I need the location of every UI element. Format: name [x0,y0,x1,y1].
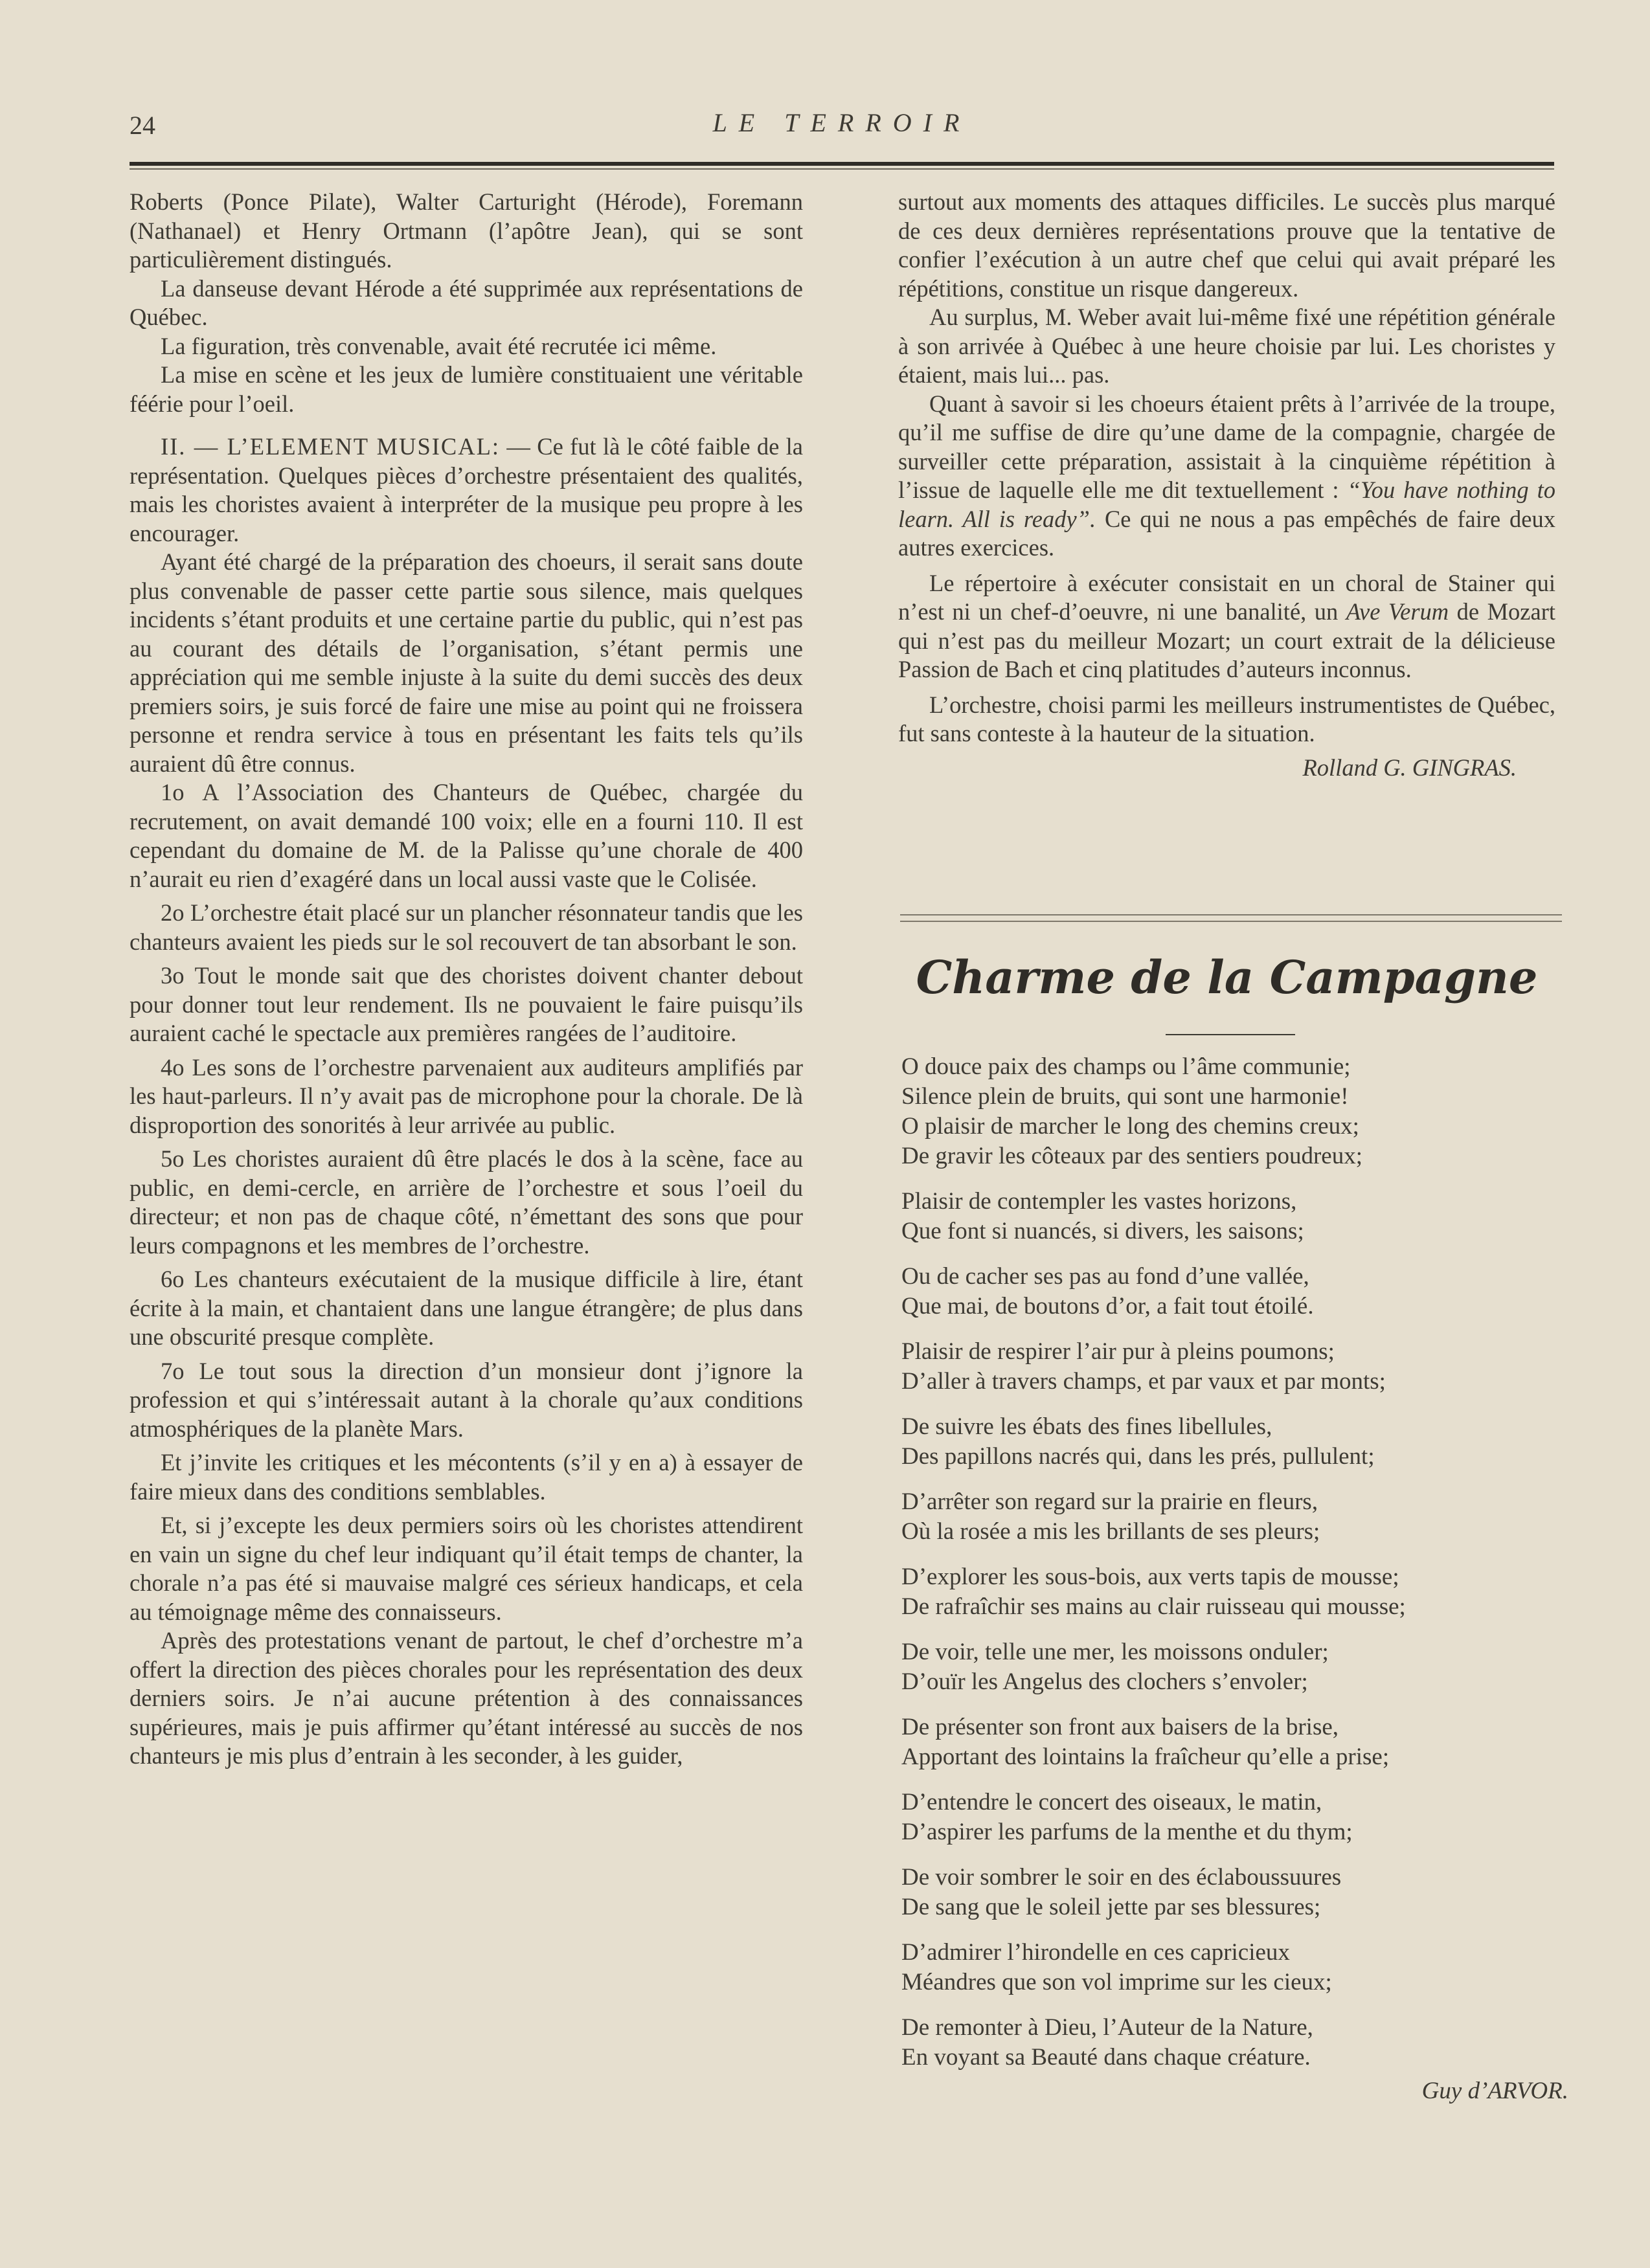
poem-line: Ou de cacher ses pas au fond d’une vallée, [901,1263,1309,1290]
poem-line: O douce paix des champs ou l’âme communie; [901,1053,1351,1080]
section-heading: II. — L’ELEMENT MUSICAL: [161,433,501,460]
poem-line: D’explorer les sous-bois, aux verts tapis de mousse; [901,1564,1399,1590]
poem-stanza [901,1938,1568,1997]
paragraph: La figuration, très convenable, avait été recrutée ici même. [161,332,717,359]
poem-stanza [901,1412,1568,1472]
poem-line: Méandres que son vol imprime sur les cieux; [901,1969,1332,1995]
poem-title-rule [1166,1034,1295,1035]
poem-line: En voyant sa Beauté dans chaque créature. [901,2044,1311,2071]
poem-line: De voir, telle une mer, les moissons onduler; [901,1639,1329,1665]
poem-body [901,1052,1568,2106]
poem-line: De suivre les ébats des fines libellules, [901,1413,1272,1440]
poem-line: Apportant des lointains la fraîcheur qu’elle a prise; [901,1744,1390,1770]
paragraph: 6o Les chanteurs exécutaient de la musique difficile à lire, étant écrite à la main, et chantaient dans une langue étrangère; de plus dans une obscurité presque complète. [130,1266,803,1350]
paragraph [898,390,1555,563]
header-rule [130,162,1554,166]
paragraph-text: — Ce fut là le côté faible de la représentation. Quelques pièces d’orchestre présentaient des qualités, mais les choristes avaient à interpréter de la musique peu propre à les encourager. [130,433,803,546]
paragraph: Et, si j’excepte les deux permiers soirs où les choristes attendirent en vain un signe du chef leur indiquant qu’il était temps de chanter, la chorale n’a pas été si mauvaise malgré ces sérieux handicaps, et cela au témoignage même des connaisseurs. [130,1512,803,1625]
paragraph-text: Ce qui ne nous a pas empêchés de faire deux autres exercices. [898,505,1555,561]
poem-line: De rafraîchir ses mains au clair ruisseau qui mousse; [901,1593,1406,1620]
poem-stanza [901,1712,1568,1772]
section-divider-thin [900,921,1562,922]
poem-stanza [901,1562,1568,1622]
poem-title: Charme de la Campagne [916,950,1538,1004]
work-title: Ave Verum [1346,598,1449,625]
poem-line: Où la rosée a mis les brillants de ses pleurs; [901,1518,1320,1545]
poem-stanza [901,1637,1568,1697]
poem-line: Plaisir de contempler les vastes horizons, [901,1188,1297,1215]
poem-signature: Guy d’ARVOR. [1421,2078,1568,2104]
journal-title: LE TERROIR [712,108,971,137]
section-paragraph [130,432,803,548]
poem-stanza [901,2013,1568,2072]
poem-line: De remonter à Dieu, l’Auteur de la Nature, [901,2014,1313,2041]
quoted-phrase: “You have nothing to learn. All is ready”. [898,477,1555,532]
poem-line: De présenter son front aux baisers de la brise, [901,1714,1339,1740]
left-column [130,188,803,1771]
poem-stanzas [901,1052,1568,2072]
poem-stanza [901,1487,1568,1547]
poem-line: D’aspirer les parfums de la menthe et du thym; [901,1819,1353,1845]
poem-line: Silence plein de bruits, qui sont une harmonie! [901,1083,1349,1110]
poem-line: Des papillons nacrés qui, dans les prés, pullulent; [901,1443,1375,1470]
poem-line: D’admirer l’hirondelle en ces capricieux [901,1939,1290,1966]
paragraph: 4o Les sons de l’orchestre parvenaient aux auditeurs amplifiés par les haut-parleurs. Il n’y avait pas de microphone pour la chorale. De là disproportion des sonorités à leur arrivée au public. [130,1053,803,1138]
poem-line: O plaisir de marcher le long des chemins creux; [901,1113,1359,1140]
article-signature: Rolland G. GINGRAS. [1302,754,1517,781]
poem-line: Plaisir de respirer l’air pur à pleins poumons; [901,1338,1335,1365]
paragraph: La mise en scène et les jeux de lumière constituaient une véritable féérie pour l’oeil. [130,361,803,417]
poem-stanza [901,1052,1568,1171]
poem-line: Que font si nuancés, si divers, les saisons; [901,1218,1304,1244]
poem-stanza [901,1337,1568,1397]
poem-line: De voir sombrer le soir en des éclaboussuures [901,1864,1342,1891]
paragraph: L’orchestre, choisi parmi les meilleurs instrumentistes de Québec, fut sans conteste à la hauteur de la situation. [898,691,1555,747]
paragraph-text: de Mozart qui n’est pas du meilleur Mozart; un court extrait de la délicieuse Passion de Bach et cinq platitudes d’auteurs inconnus. [898,598,1555,682]
paragraph: 5o Les choristes auraient dû être placés le dos à la scène, face au public, en demi-cercle, en arrière de l’orchestre et sous l’oeil du directeur; et non pas de chaque côté, n’émettant des sons que pour leurs compagnons et les membres de l’orchestre. [130,1145,803,1259]
paragraph: 7o Le tout sous la direction d’un monsieur dont j’ignore la profession et qui s’intéressait autant à la chorale qu’aux conditions atmosphériques de la planète Mars. [130,1357,803,1442]
poem-stanza [901,1262,1568,1321]
paragraph: surtout aux moments des attaques difficiles. Le succès plus marqué de ces deux dernières représentations prouve que la tentative de confier l’exécution à un autre chef que celui qui avait préparé les répétitions, constitue un risque dangereux. [898,188,1555,302]
poem-line: De sang que le soleil jette par ses blessures; [901,1894,1321,1920]
poem-line: Que mai, de boutons d’or, a fait tout étoilé. [901,1293,1314,1319]
paragraph: Ayant été chargé de la préparation des choeurs, il serait sans doute plus convenable de passer cette partie sous silence, mais quelques incidents s’étant produits et une certaine partie du public, qui n’est pas au courant des détails de l’organisation, s’étant permis une appréciation qui me semble injuste à la suite du demi succès des deux premiers soirs, je suis forcé de faire une mise au point qui ne froissera personne et rendra service à tous en présentant les faits tels qu’ils auraient dû être connus. [130,548,803,777]
paragraph: La danseuse devant Hérode a été supprimée aux représentations de Québec. [130,275,803,330]
paragraph-text: Quant à savoir si les choeurs étaient prêts à l’arrivée de la troupe, qu’il me suffise de dire qu’une dame de la compagnie, chargée de surveiller cette préparation, assistait à la cinquième répétition à l’issue de laquelle elle me dit textuellement : [898,390,1555,503]
paragraph [898,569,1555,684]
right-column [898,188,1555,782]
poem-stanza [901,1863,1568,1922]
poem-stanza [901,1788,1568,1847]
paragraph: 1o A l’Association des Chanteurs de Québec, chargée du recrutement, on avait demandé 100 voix; elle en a fourni 110. Il est cependant du domaine de M. de la Palisse qu’une chorale de 400 n’aurait eu rien d’exagéré dans un local aussi vaste que le Colisée. [130,779,803,892]
paragraph: 2o L’orchestre était placé sur un plancher résonnateur tandis que les chanteurs avaient les pieds sur le sol recouvert de tan absorbant le son. [130,899,803,955]
poem-line: D’ouïr les Angelus des clochers s’envoler; [901,1668,1308,1695]
poem-line: D’entendre le concert des oiseaux, le matin, [901,1789,1322,1815]
paragraph: Roberts (Ponce Pilate), Walter Carturight (Hérode), Foremann (Nathanael) et Henry Ortmann (l’apôtre Jean), qui se sont particulièrement distingués. [130,188,803,273]
paragraph-text: Le répertoire à exécuter consistait en un choral de Stainer qui n’est ni un chef-d’oeuvre, ni une banalité, un [898,569,1555,625]
poem-line: D’aller à travers champs, et par vaux et par monts; [901,1368,1386,1395]
poem-line: De gravir les côteaux par des sentiers poudreux; [901,1143,1362,1169]
section-divider [900,914,1562,915]
paragraph: 3o Tout le monde sait que des choristes doivent chanter debout pour donner tout leur rendement. Ils ne pouvaient le faire puisqu’ils auraient caché le spectacle aux premières rangées de l’auditoire. [130,962,803,1046]
paragraph: Au surplus, M. Weber avait lui-même fixé une répétition générale à son arrivée à Québec à une heure choisie par lui. Les choristes y étaient, mais lui... pas. [898,304,1555,388]
paragraph: Après des protestations venant de partout, le chef d’orchestre m’a offert la direction des pièces chorales pour les représentation des deux derniers soirs. Je n’ai aucune prétention à des connaissances supérieures, mais je puis affirmer qu’étant intéressé au succès de nos chanteurs je mis plus d’entrain à les seconder, à les guider, [130,1627,803,1769]
page-header [130,104,1554,155]
page-number: 24 [130,111,155,140]
poem-line: D’arrêter son regard sur la prairie en fleurs, [901,1488,1318,1515]
paragraph: Et j’invite les critiques et les mécontents (s’il y en a) à essayer de faire mieux dans des conditions semblables. [130,1449,803,1505]
poem-stanza [901,1187,1568,1246]
header-rule-thin [130,168,1554,170]
